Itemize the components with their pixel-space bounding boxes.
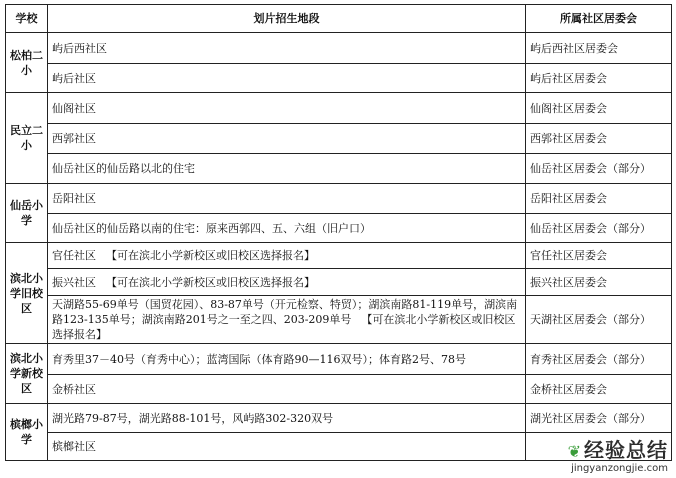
table-row (6, 344, 672, 375)
zone-area-cell (48, 344, 526, 375)
committee-cell: 天湖社区居委会（部分） (526, 296, 672, 344)
watermark-brand: 经验总结 (584, 438, 668, 462)
header-committee: 所属社区居委会 (526, 5, 672, 33)
zone-area-text: 仙岳社区的仙岳路以南的住宅：原来西郭四、五、六组（旧户口） (52, 221, 371, 235)
enrollment-note: 【可在滨北小学新校区或旧校区选择报名】 (52, 313, 516, 341)
zone-area-text: 槟榔社区 (52, 440, 96, 453)
table-body (6, 33, 672, 461)
zone-area-cell (48, 433, 526, 461)
enrollment-zone-table (5, 4, 672, 461)
zone-area-cell (48, 296, 526, 344)
zone-area-text: 屿后社区 (52, 71, 96, 85)
table-row (6, 64, 672, 93)
school-name-cell: 滨北小学新校区 (6, 344, 48, 404)
school-name-cell: 滨北小学旧校区 (6, 243, 48, 344)
committee-cell: 屿后西社区居委会 (526, 33, 672, 64)
table-row (6, 124, 672, 154)
zone-area-cell (48, 269, 526, 296)
committee-cell: 湖光社区居委会（部分） (526, 404, 672, 433)
committee-cell: 屿后社区居委会 (526, 64, 672, 93)
zone-area-text: 仙阁社区 (52, 101, 96, 115)
committee-cell: 仙阁社区居委会 (526, 93, 672, 124)
zone-area-text: 天湖路55-69单号（国贸花园）、83-87单号（开元检察、特贸）；湖滨南路81-119单号，湖滨南路123-135单号；湖滨南路201号之一至之四、203-209单号 (52, 298, 518, 326)
committee-cell: 金桥社区居委会 (526, 375, 672, 404)
zone-area-text: 金桥社区 (52, 382, 96, 396)
committee-cell: 仙岳社区居委会（部分） (526, 154, 672, 184)
committee-cell: 育秀社区居委会（部分） (526, 344, 672, 375)
zone-area-cell (48, 124, 526, 154)
zone-area-cell (48, 93, 526, 124)
zone-area-text: 岳阳社区 (52, 192, 96, 205)
zone-area-cell (48, 184, 526, 214)
table-row (6, 375, 672, 404)
zone-area-text: 屿后西社区 (52, 41, 107, 55)
table-row (6, 214, 672, 243)
table-row (6, 296, 672, 344)
zone-area-cell (48, 375, 526, 404)
zone-area-text: 育秀里37－40号（育秀中心）；蓝湾国际（体育路90—116双号）；体育路2号、78号 (52, 352, 466, 366)
zone-area-text: 仙岳社区的仙岳路以北的住宅 (52, 162, 195, 175)
zone-area-cell (48, 64, 526, 93)
table-row (6, 269, 672, 296)
zone-area-cell (48, 243, 526, 269)
header-area: 划片招生地段 (48, 5, 526, 33)
table-row (6, 93, 672, 124)
school-name-cell: 民立二小 (6, 93, 48, 184)
table-row (6, 404, 672, 433)
leaf-icon: ❦ (567, 442, 582, 461)
table-header-row (6, 5, 672, 33)
committee-cell: 岳阳社区居委会 (526, 184, 672, 214)
school-name-cell: 槟榔小学 (6, 404, 48, 461)
committee-cell: 振兴社区居委会 (526, 269, 672, 296)
site-watermark (568, 439, 668, 475)
committee-cell: 官任社区居委会 (526, 243, 672, 269)
zone-area-cell (48, 33, 526, 64)
committee-cell: 仙岳社区居委会（部分） (526, 214, 672, 243)
table-row (6, 33, 672, 64)
enrollment-note: 【可在滨北小学新校区或旧校区选择报名】 (106, 249, 315, 262)
header-school: 学校 (6, 5, 48, 33)
zone-area-cell (48, 214, 526, 243)
table-row (6, 184, 672, 214)
committee-cell: 西郭社区居委会 (526, 124, 672, 154)
zone-area-cell (48, 154, 526, 184)
enrollment-note: 【可在滨北小学新校区或旧校区选择报名】 (106, 275, 315, 289)
watermark-site: jingyanzongjie.com (568, 463, 668, 475)
school-name-cell: 仙岳小学 (6, 184, 48, 243)
zone-area-text: 湖光路79-87号，湖光路88-101号，风屿路302-320双号 (52, 411, 334, 425)
zone-area-text: 官任社区 (52, 249, 96, 262)
zone-area-cell (48, 404, 526, 433)
zone-area-text: 西郭社区 (52, 132, 96, 145)
zone-area-text: 振兴社区 (52, 275, 96, 289)
school-name-cell: 松柏二小 (6, 33, 48, 93)
table-row (6, 243, 672, 269)
table-row (6, 154, 672, 184)
